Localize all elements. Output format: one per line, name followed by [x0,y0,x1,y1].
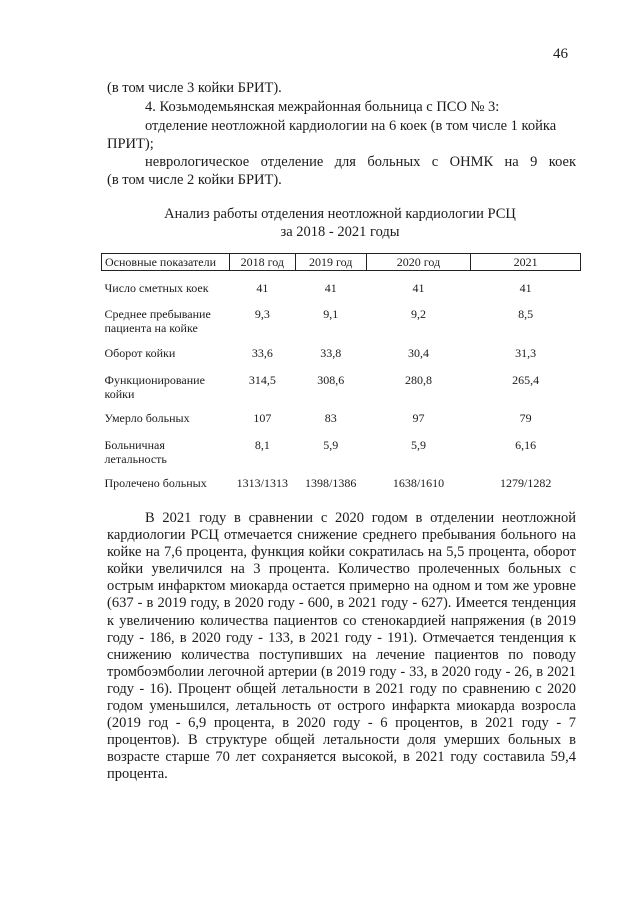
table-title [100,205,580,241]
row-label: Среднее пребывание пациента на койке [104,306,211,335]
intro-line-3b: ПРИТ); [107,136,154,152]
table-row [102,346,581,373]
table-cell: 41 [519,281,532,295]
intro-line-2: 4. Козьмодемьянская межрайонная больница с ПСО № 3: [145,99,500,115]
table-cell: 33,6 [251,345,273,360]
table-cell: 280,8 [405,372,432,387]
table-cell: 5,9 [323,437,339,452]
row-label: Число сметных коек [104,281,209,295]
table-cell: 9,1 [323,306,339,321]
row-label: Умерло больных [104,410,190,425]
table-cell: 9,2 [411,306,426,321]
table-cell: 6,16 [515,437,537,452]
row-label: Оборот койки [104,345,176,360]
intro-line-4a: неврологическое отделение для больных с ОНМК на 9 коек [145,154,576,170]
row-label: Пролечено больных [104,475,207,490]
column-header: Основные показатели [102,254,230,271]
table-title-line-2: за 2018 - 2021 годы [280,224,400,240]
table-cell: 31,3 [515,345,537,360]
table-cell: 41 [412,281,425,295]
intro-line-1: (в том числе 3 койки БРИТ). [107,80,282,96]
table-cell: 308,6 [317,372,345,387]
table-cell: 9,3 [254,306,270,321]
table-cell: 41 [256,281,269,295]
table-title-line-1: Анализ работы отделения неотложной кардиологии РСЦ [164,206,516,222]
table-cell: 41 [324,281,337,295]
row-label: Функционирование койки [104,372,205,401]
table-row [102,271,581,307]
column-header: 2019 год [295,254,366,271]
table-row [102,373,581,411]
table-row [102,476,581,498]
table-cell: 8,1 [254,437,270,452]
table-cell: 1313/1313 [236,475,288,490]
analysis-paragraph-block [107,510,576,784]
table-cell: 79 [519,410,532,425]
table-cell: 8,5 [518,306,534,321]
table-cell: 1398/1386 [305,475,357,490]
table-cell: 5,9 [411,437,426,452]
column-header: 2021 [471,254,581,271]
table-row [102,307,581,346]
table-cell: 97 [412,410,425,425]
statistics-table [101,253,581,498]
intro-line-4b: (в том числе 2 койки БРИТ). [107,172,282,188]
table-cell: 83 [324,410,337,425]
column-header: 2018 год [229,254,295,271]
table-cell: 107 [253,410,272,425]
table-cell: 1638/1610 [392,475,445,490]
table-cell: 265,4 [512,372,540,387]
analysis-paragraph: В 2021 году в сравнении с 2020 годом в отделении неотложной кардиологии РСЦ отмечается снижение среднего пребывания больного на койке на 7,6 процента, функция койки сократилась на 5,5 процента, оборот койки увеличился на 3 процента. Количество пролеченных больных с острым инфарктом миокарда остается примерно на одном и том же уровне (637 - в 2019 году, в 2020 году - 600, в 2021 году - 627). Имеется тенденция к увеличению количества пациентов со стенокардией напряжения (в 2019 году - 186, в 2020 году - 133, в 2021 году - 191). Отмечается тенденция к снижению количества поступивших на лечение пациентов по поводу тромбоэмболии легочной артерии (в 2019 году - 33, в 2020 году - 26, в 2021 году - 16). Процент общей летальности в 2021 году по сравнению с 2020 годом уменьшился, летальность от острого инфаркта миокарда возросла (2019 год - 6,9 процента, в 2020 году - 6 процентов, в 2021 году - 7 процентов). В структуре общей летальности доля умерших больных в возрасте старше 70 лет сохраняется высокой, в 2021 году составила 59,4 процента. [107,510,576,783]
table-header-row [102,254,581,271]
table-cell: 314,5 [248,372,276,387]
table-row [102,438,581,476]
table-cell: 30,4 [408,345,429,360]
page-number: 46 [553,46,568,62]
table-cell: 1279/1282 [499,475,552,490]
table-cell: 33,8 [320,345,342,360]
intro-line-3a: отделение неотложной кардиологии на 6 коек (в том числе 1 койка [145,118,557,134]
row-label: Больничная летальность [104,437,167,466]
table-row [102,411,581,438]
column-header: 2020 год [366,254,471,271]
